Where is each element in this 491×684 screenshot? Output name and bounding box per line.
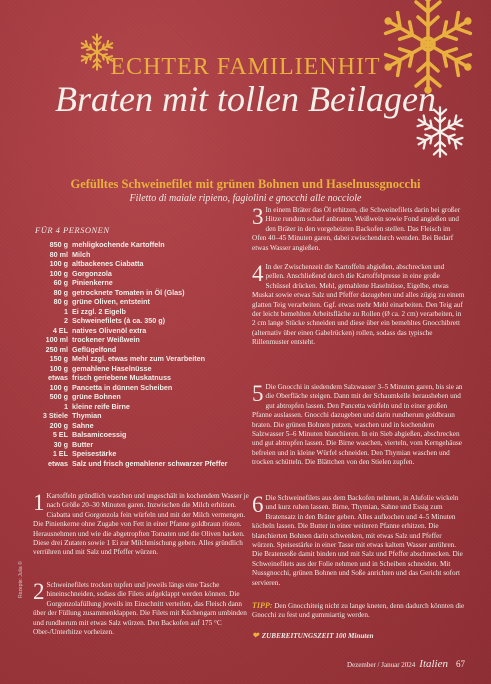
ingredient-quantity: 1 xyxy=(64,401,68,411)
ingredient-name: frisch geriebene Muskatnuss xyxy=(72,373,172,382)
ingredient-quantity: 1 xyxy=(64,306,68,316)
step-text: In einem Bräter das Öl erhitzen, die Schweinefilets darin bei großer Hitze rundum scharf anbraten. Weißwein sowie Fond angießen und den Bräter in den vorgeheizten Backofen stellen. Das Fleisch im Ofen 40–45 Minuten garen, dabei zwischendurch wenden. Bei Bedarf etwas Wasser angießen. xyxy=(252,206,461,252)
ingredient-quantity: 80 g xyxy=(53,287,68,297)
ingredient-name: grüne Bohnen xyxy=(72,392,121,401)
ingredient-row xyxy=(28,354,238,364)
ingredient-row xyxy=(28,326,238,336)
ingredient-quantity: etwas xyxy=(48,373,68,382)
recipe-subtitle: Filetto di maiale ripieno, fagiolini e gnocchi alle nocciole xyxy=(129,193,362,204)
ingredient-row xyxy=(28,259,238,269)
ingredient-quantity: 250 ml xyxy=(45,344,68,354)
page-footer xyxy=(347,658,465,670)
ingredient-name: kleine reife Birne xyxy=(72,401,130,411)
ingredient-name: Ei zzgl. 2 Eigelb xyxy=(72,306,126,316)
step-text: Schweinefilets trocken tupfen und jeweils längs eine Tasche hineinschneiden, sodass die Filets aufgeklappt werden können. Die Gorgonzolafüllung jeweils im Einschnitt verteilen, das Fleisch dann über der Füllung zusammenklappen. Die Filets mit Küchengarn umbinden und rundherum mit etwas Salz würzen. Den Backofen auf 175 °C Ober-/Unterhitze vorheizen. xyxy=(33,581,247,637)
ingredient-name: altbackenes Ciabatta xyxy=(72,259,144,268)
step-3 xyxy=(252,206,465,253)
step-1 xyxy=(33,492,251,558)
step-number: 6 xyxy=(252,492,264,517)
ingredient-name: Pancetta in dünnen Scheiben xyxy=(72,382,173,392)
ingredient-row xyxy=(28,411,238,421)
ingredient-name: Gorgonzola xyxy=(72,268,112,278)
ingredient-quantity: 850 g xyxy=(49,240,68,249)
ingredient-row xyxy=(28,269,238,279)
ingredient-name: Sahne xyxy=(72,420,94,430)
ingredient-name: getrocknete Tomaten in Öl (Glas) xyxy=(72,287,185,297)
tip-text: Den Gnocchiteig nicht zu lange kneten, denn dadurch könnten die Gnocchi zu fest und gummiartig werden. xyxy=(252,602,465,620)
recipe-title: Gefülltes Schweinefilet mit grünen Bohnen und Haselnussgnocchi xyxy=(70,177,421,191)
ingredient-quantity: 500 g xyxy=(49,392,68,401)
photo-credit: Rezepte: Julia © xyxy=(18,561,24,598)
ingredient-quantity: 2 xyxy=(64,316,68,325)
ingredient-quantity: 150 g xyxy=(49,354,68,363)
ingredient-row xyxy=(28,240,238,250)
ingredient-quantity: 60 g xyxy=(53,278,68,287)
ingredient-row xyxy=(28,449,238,459)
step-number: 5 xyxy=(252,381,264,406)
step-text: Die Gnocchi in siedendem Salzwasser 3–5 Minuten garen, bis sie an die Oberfläche steigen. Dann mit der Schaumkelle herausheben und gut abtropfen lassen. Den Pancetta würfeln und in einer großen Pfanne auslassen. Gnocchi dazugeben und darin rundherum goldbraun braten. Die grünen Bohnen putzen, waschen und in kochendem Salzwasser 5–6 Minuten blanchieren. In ein Sieb abgießen, abschrecken und gut abtropfen lassen. Die Birne waschen, vierteln, vom Kerngehäuse befreien und in kleine Würfel schneiden. Den Thymian waschen und trocken schütteln. Die Blättchen von den Stielen zupfen. xyxy=(252,383,463,467)
ingredient-row xyxy=(28,421,238,431)
ingredient-name: Thymian xyxy=(72,411,102,420)
ingredient-name: Geflügelfond xyxy=(72,344,117,354)
ingredient-row xyxy=(28,250,238,260)
ingredient-name: Balsamicoessig xyxy=(72,430,127,439)
ingredient-name: Speisestärke xyxy=(72,449,117,458)
ingredient-row xyxy=(28,307,238,317)
step-2 xyxy=(33,581,251,637)
ingredient-quantity: etwas xyxy=(48,458,68,468)
prep-time-text: ZUBEREITUNGSZEIT 100 Minuten xyxy=(261,632,374,640)
step-number: 2 xyxy=(33,579,45,604)
ingredient-row xyxy=(28,440,238,450)
ingredient-quantity: 100 g xyxy=(49,259,68,268)
ingredient-name: Salz und frisch gemahlener schwarzer Pfeffer xyxy=(72,458,228,468)
page-headline: Braten mit tollen Beilagen xyxy=(55,79,436,119)
ingredient-name: gemahlene Haselnüsse xyxy=(72,363,152,373)
ingredient-quantity: 4 EL xyxy=(52,325,68,335)
ingredient-quantity: 80 g xyxy=(53,297,68,306)
ingredient-name: trockener Weißwein xyxy=(72,335,140,344)
step-text: In der Zwischenzeit die Kartoffeln abgießen, abschrecken und pellen. Anschließend durch die Kartoffelpresse in eine große Schüssel drücken. Mehl, gemahlene Haselnüsse, Eigelbe, etwas Muskat sowie etwas Salz und Pfeffer dazugeben und alles zügig zu einem glatten Teig verarbeiten. Ggf. etwas mehr Mehl einarbeiten. Den Teig auf der leicht bemehlten Arbeitsfläche zu Rollen (Ø ca. 2 cm) verarbeiten, in 2 cm lange Stücke schneiden und diese über ein bemehltes Gnocchibrett (alternativ über einen Gabelrücken) rollen, sodass das typische Rillenmuster entsteht. xyxy=(252,263,465,347)
prep-time xyxy=(252,631,374,640)
ingredient-quantity: 80 ml xyxy=(49,249,68,259)
ingredient-row xyxy=(28,459,238,469)
ingredient-row xyxy=(28,383,238,393)
ingredient-name: Butter xyxy=(72,439,94,449)
heart-icon: ❤ xyxy=(252,631,259,640)
ingredient-row xyxy=(28,335,238,345)
ingredient-name: Mehl zzgl. etwas mehr zum Verarbeiten xyxy=(72,354,206,363)
step-5 xyxy=(252,383,465,468)
step-4 xyxy=(252,263,465,348)
step-number: 3 xyxy=(252,204,264,229)
ingredient-quantity: 100 ml xyxy=(45,335,68,344)
ingredient-row xyxy=(28,373,238,383)
issue-date: Dezember / Januar 2024 xyxy=(347,661,416,669)
step-number: 1 xyxy=(33,490,45,515)
ingredient-row xyxy=(28,316,238,326)
ingredient-quantity: 100 g xyxy=(49,382,68,392)
step-text: Kartoffeln gründlich waschen und ungeschält in kochendem Wasser je nach Größe 20–30 Minuten garen. Inzwischen die Milch erhitzen. Ciabatta und Gorgonzola fein würfeln und mit der Milch vermengen. Die Pinienkerne ohne Zugabe von Fett in einer Pfanne goldbraun rösten. Herausnehmen und wie die abgetropften Tomaten und die Oliven hacken. Diese drei Zutaten sowie 1 Ei zur Milchmischung geben. Alles gründlich verrühren und mit Salz und Pfeffer würzen. xyxy=(33,492,249,557)
ingredient-row xyxy=(28,345,238,355)
step-number: 4 xyxy=(252,261,264,286)
ingredient-name: grüne Oliven, entsteint xyxy=(72,297,150,306)
ingredient-row xyxy=(28,288,238,298)
ingredient-quantity: 1 EL xyxy=(52,449,68,458)
ingredient-quantity: 200 g xyxy=(49,420,68,430)
ingredient-row xyxy=(28,392,238,402)
step-text: Die Schweinefilets aus dem Backofen nehmen, in Alufolie wickeln und kurz ruhen lassen. Birne, Thymian, Sahne und Essig zum Bratensatz in den Bräter geben. Alles aufkochen und 4–5 Minuten köcheln lassen. Die Butter in einer weiteren Pfanne erhitzen. Die blanchierten Bohnen darin schwenken, mit etwas Salz und Pfeffer würzen. Speisestärke in einer Tasse mit etwas kaltem Wasser anrühren. Die Bratensoße damit binden und mit Salz und Pfeffer abschmecken. Die Schweinefilets aus der Folie nehmen und in Scheiben schneiden. Mit Nussgnocchi, grünen Bohnen und Soße anrichten und das Gericht sofort servieren. xyxy=(252,494,463,587)
ingredient-row xyxy=(28,364,238,374)
ingredient-name: mehligkochende Kartoffeln xyxy=(72,240,165,249)
section-kicker: ECHTER FAMILIENHIT xyxy=(110,54,381,80)
ingredient-name: natives Olivenöl extra xyxy=(72,325,147,335)
ingredient-name: Pinienkerne xyxy=(72,278,113,287)
ingredient-quantity: 100 g xyxy=(49,363,68,373)
ingredient-row xyxy=(28,278,238,288)
ingredient-row xyxy=(28,297,238,307)
ingredient-row xyxy=(28,402,238,412)
ingredient-name: Schweinefilets (à ca. 350 g) xyxy=(72,316,166,325)
ingredient-quantity: 5 EL xyxy=(52,430,68,439)
tip-box xyxy=(252,601,465,621)
ingredient-quantity: 3 Stiele xyxy=(42,411,68,420)
step-6 xyxy=(252,494,465,588)
ingredients-list xyxy=(28,240,238,468)
page-number: 67 xyxy=(456,659,465,669)
tip-label: TIPP: xyxy=(252,601,273,610)
ingredients-heading: FÜR 4 PERSONEN xyxy=(35,225,110,235)
ingredient-row xyxy=(28,430,238,440)
ingredient-quantity: 30 g xyxy=(53,439,68,449)
ingredient-quantity: 100 g xyxy=(49,268,68,278)
ingredient-name: Milch xyxy=(72,249,91,259)
magazine-brand: Italien xyxy=(419,658,448,670)
